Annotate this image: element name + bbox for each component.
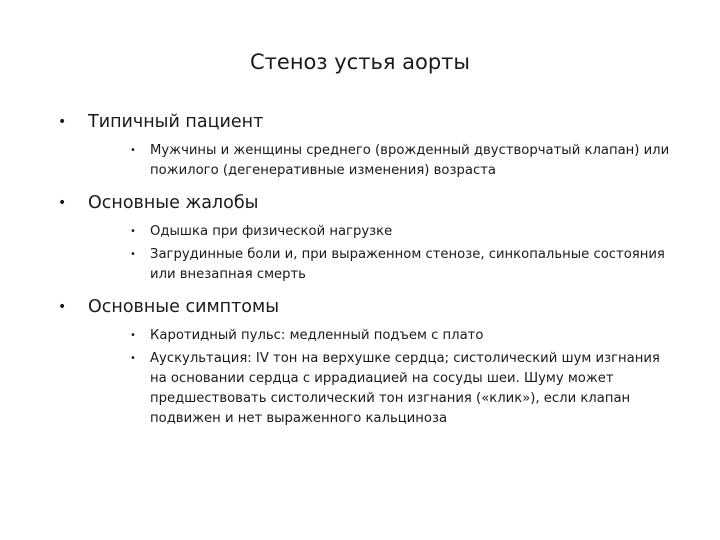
sub-bullet-list [126,326,676,429]
bullet-item-level1 [56,191,676,215]
section-main-symptoms [56,295,676,429]
sub-bullet-list [126,222,676,285]
bullet-item-level1 [56,110,676,134]
sub-bullet-item [126,349,676,429]
section-heading: Основные жалобы [88,193,259,213]
section-typical-patient [56,110,676,181]
bullet-icon: • [58,299,67,315]
bullet-item-level1 [56,295,676,319]
bullet-icon: • [130,226,136,237]
bullet-icon: • [130,249,136,260]
slide-content [56,110,676,432]
sub-bullet-text: Загрудинные боли и, при выраженном стенозе, синкопальные состояния или внезапная смерть [150,247,665,282]
sub-bullet-text: Аускультация: IV тон на верхушке сердца; систолический шум изгнания на основании сердца с иррадиацией на сосуды шеи. Шуму может предшествовать систолический тон изгнания («клик»), если клапан подвижен и нет выраженного кальциноза [150,351,660,426]
section-heading: Типичный пациент [88,112,264,132]
bullet-icon: • [58,114,67,130]
sub-bullet-item [126,245,676,285]
sub-bullet-item [126,326,676,346]
bullet-icon: • [130,145,136,156]
sub-bullet-text: Одышка при физической нагрузке [150,224,393,239]
section-heading: Основные симптомы [88,297,280,317]
section-main-complaints [56,191,676,285]
bullet-icon: • [58,195,67,211]
sub-bullet-item [126,222,676,242]
sub-bullet-item [126,141,676,181]
bullet-icon: • [130,330,136,341]
bullet-icon: • [130,353,136,364]
sub-bullet-text: Мужчины и женщины среднего (врожденный двустворчатый клапан) или пожилого (дегенеративные изменения) возраста [150,143,670,178]
sub-bullet-text: Каротидный пульс: медленный подъем с плато [150,328,484,343]
slide-title: Стеноз устья аорты [250,50,470,74]
sub-bullet-list [126,141,676,181]
